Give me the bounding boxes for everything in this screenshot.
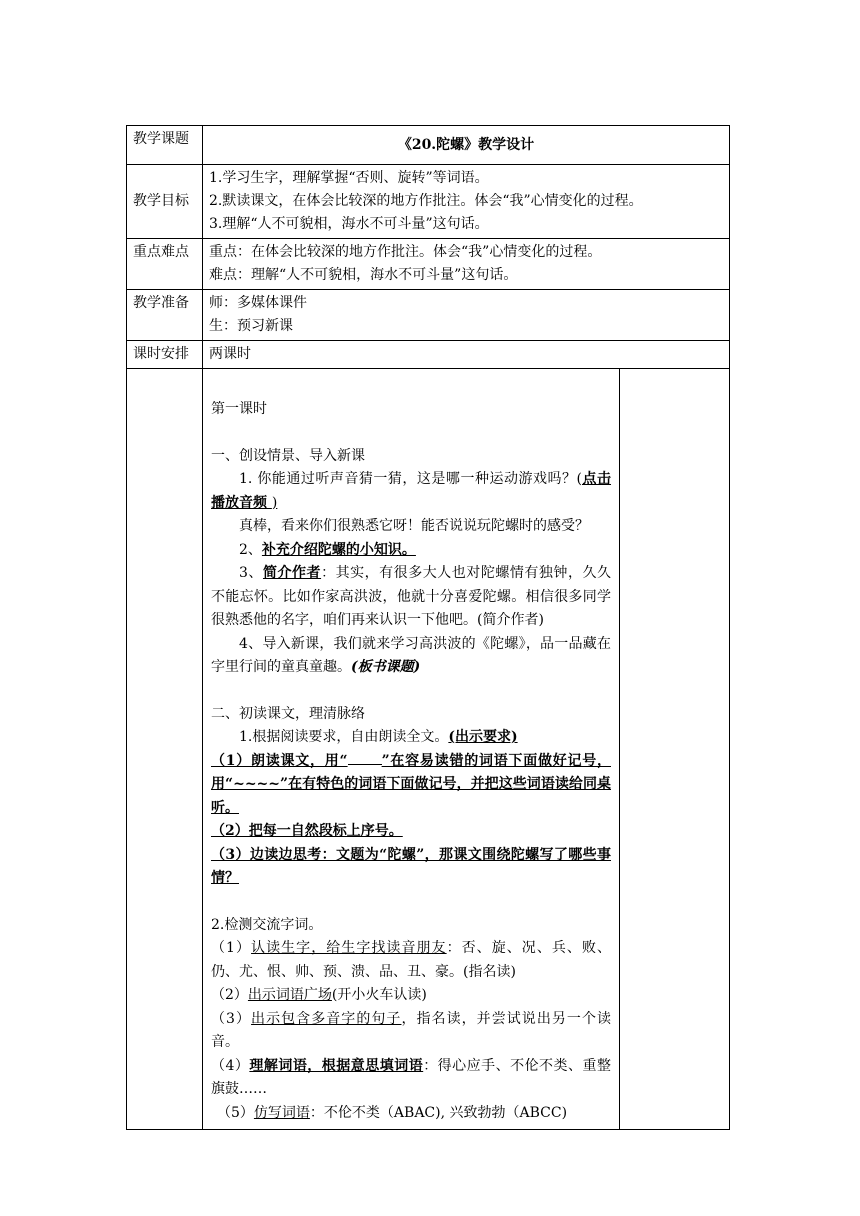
section1-paragraph	[211, 562, 611, 633]
text: 3、	[239, 565, 263, 581]
text: 1.根据阅读要求，自由朗读全文。	[239, 729, 449, 745]
text: ，指名读，并尝试说出另一个读音。	[211, 1010, 612, 1050]
play-audio-note: 点击播放音频	[211, 471, 612, 511]
goal-item: 2.默读课文，在体会比较深的地方作批注。体会“我”心情变化的过程。	[209, 193, 643, 209]
lesson-body-row	[127, 369, 730, 1130]
underline-blank	[348, 750, 382, 765]
text: （3）	[211, 1010, 252, 1027]
lesson-plan-table	[126, 125, 730, 1130]
emphasis-text: (板书课题)	[351, 659, 421, 675]
goal-item: 1.学习生字，理解掌握“否则、旋转”等词语。	[209, 170, 489, 186]
text: (开小火车认读)	[331, 987, 427, 1003]
text: )	[271, 494, 278, 511]
schedule-row	[127, 341, 730, 369]
word-check-item	[211, 1008, 611, 1055]
text: （5）	[217, 1104, 254, 1121]
emphasis-text: 出示包含多音字的句子	[251, 1010, 402, 1027]
key-points-content	[203, 239, 730, 290]
lesson-body-left	[127, 369, 203, 1130]
key-points-row	[127, 239, 730, 290]
section1-paragraph: 真棒，看来你们很熟悉它呀！能否说说玩陀螺时的感受？	[239, 518, 589, 534]
emphasis-text: 仿写词语	[253, 1104, 310, 1121]
section2-paragraph	[211, 726, 611, 750]
text: ：不伦不类（ABAC), 兴致勃勃（ABCC)	[309, 1104, 568, 1121]
section1-paragraph	[211, 539, 611, 563]
text: （1）朗读课文，用“	[211, 752, 348, 769]
preparation-label: 教学准备	[127, 290, 203, 341]
emphasis-text: 理解词语，根据意思填词语	[249, 1057, 424, 1074]
preparation-content	[203, 290, 730, 341]
text: ”在容易读错的词语下面做好记号，用“~~~~”在有特色的词语下面做记号，并把这些词语读给同桌听。	[211, 752, 611, 816]
key-points-label: 重点难点	[127, 239, 203, 290]
section1-title: 一、创设情景、导入新课	[211, 447, 365, 464]
lesson-body-content	[203, 369, 620, 1130]
section1-paragraph	[211, 468, 611, 515]
key-point-item: 难点：理解“人不可貌相，海水不可斗量”这句话。	[209, 267, 518, 283]
text: 1. 你能通过听声音猜一猜，这是哪一种运动游戏吗？(	[239, 471, 582, 487]
text: （4）	[211, 1057, 250, 1074]
text: 2、	[239, 541, 262, 558]
session-title: 第一课时	[211, 401, 267, 417]
goal-item: 3.理解“人不可貌相，海水不可斗量”这句话。	[209, 216, 489, 232]
key-point-item: 重点：在体会比较深的地方作批注。体会“我”心情变化的过程。	[209, 244, 602, 260]
lesson-title: 《20.陀螺》教学设计	[203, 126, 730, 165]
goals-row	[127, 165, 730, 239]
schedule-value: 两课时	[203, 341, 730, 369]
emphasis-text: (出示要求)	[448, 729, 518, 745]
goals-content	[203, 165, 730, 239]
reading-requirement	[211, 750, 611, 821]
goals-label: 教学目标	[127, 165, 203, 239]
section1-paragraph	[211, 633, 611, 680]
preparation-item: 生：预习新课	[209, 318, 293, 334]
word-check-item	[211, 1055, 611, 1102]
text: ：得心应手、不伦不类、重整旗鼓……	[211, 1057, 611, 1097]
word-check-item	[211, 937, 611, 984]
text: （2）	[211, 987, 248, 1003]
text: （1）	[211, 940, 252, 956]
reading-requirement: （3）边读边思考：文题为“陀螺”，那课文围绕陀螺写了哪些事情？	[211, 846, 611, 886]
preparation-item: 师：多媒体课件	[209, 295, 307, 311]
schedule-label: 课时安排	[127, 341, 203, 369]
lesson-body-notes-column	[620, 369, 730, 1130]
emphasis-text: 补充介绍陀螺的小知识。	[261, 541, 416, 558]
emphasis-text: 简介作者	[262, 565, 322, 581]
text: 4、导入新课，我们就来学习高洪波的《陀螺》，品一品藏在字里行间的童真童趣。	[211, 635, 611, 675]
preparation-row	[127, 290, 730, 341]
word-check-item	[211, 984, 611, 1008]
section2-paragraph: 2.检测交流字词。	[211, 916, 323, 933]
title-row	[127, 126, 730, 165]
emphasis-text: 出示词语广场	[247, 987, 332, 1003]
topic-label: 教学课题	[127, 126, 203, 165]
emphasis-text: 认读生字，给生字找读音朋友	[251, 940, 447, 956]
reading-requirement: （2）把每一自然段标上序号。	[211, 823, 403, 839]
word-check-item	[211, 1102, 611, 1126]
text: ：其实，有很多大人也对陀螺情有独钟，久久不能忘怀。比如作家高洪波，他就十分喜爱陀螺。相信很多同学很熟悉他的名字，咱们再来认识一下他吧。(简介作者)	[211, 565, 612, 628]
section2-title: 二、初读课文，理清脉络	[211, 705, 365, 722]
text: ：否、旋、况、兵、败、仍、尤、恨、帅、预、溃、品、丑、豪。(指名读)	[211, 940, 612, 980]
